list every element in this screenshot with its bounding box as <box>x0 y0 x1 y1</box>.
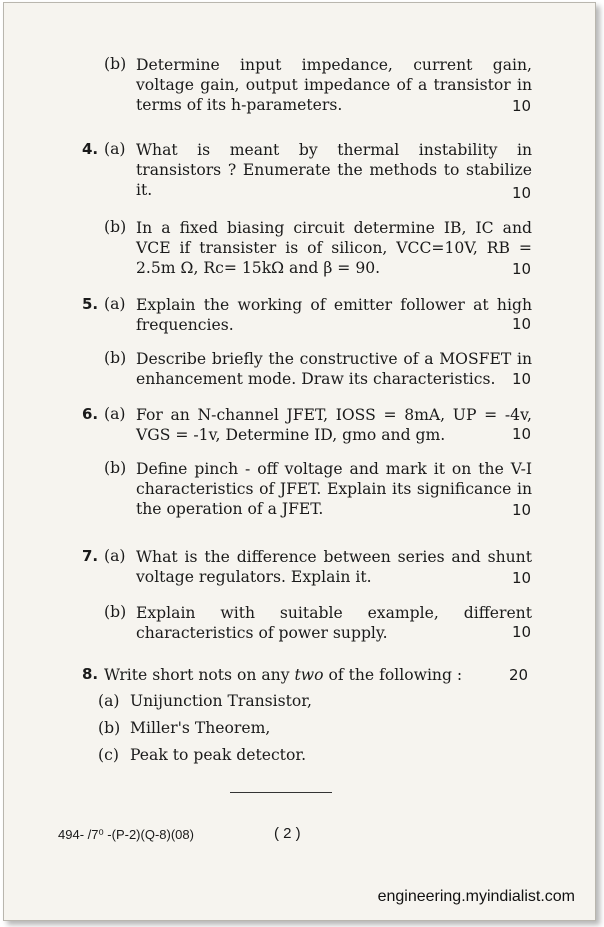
q3b-label: (b) <box>104 55 127 73</box>
q6b-text: Define pinch - off voltage and mark it on the V-I characteristics of JFET. Explain its significance in the operation of a JFET. <box>136 460 532 518</box>
q5b-marks: 10 <box>512 370 532 388</box>
q8-text <box>104 665 484 685</box>
end-rule <box>230 792 332 793</box>
q6a-text: For an N-channel JFET, IOSS = 8mA, UP = -4v, VGS = -1v, Determine ID, gmo and gm. <box>136 406 532 444</box>
q7a-text: What is the difference between series and shunt voltage regulators. Explain it. <box>136 548 532 586</box>
q3b-text: Determine input impedance, current gain, voltage gain, output impedance of a transistor in terms of its h-parameters. <box>136 56 532 114</box>
q7-number: 7. <box>82 547 99 565</box>
q8-option-b-label: (b) <box>98 719 121 737</box>
q6-number: 6. <box>82 405 99 423</box>
q8-text-em: two <box>294 666 324 684</box>
q7a-marks: 10 <box>512 569 532 587</box>
q4-number: 4. <box>82 140 99 158</box>
q5-number: 5. <box>82 295 99 313</box>
q6a-label: (a) <box>104 405 126 423</box>
q4b-label: (b) <box>104 218 127 236</box>
q6a-marks: 10 <box>512 425 532 443</box>
q3b-marks: 10 <box>512 97 532 115</box>
q8-option-c-label: (c) <box>98 746 119 764</box>
q6b-marks: 10 <box>512 501 532 519</box>
exam-page <box>3 2 596 921</box>
q7b-label: (b) <box>104 603 127 621</box>
q7b-text: Explain with suitable example, different characteristics of power supply. <box>136 604 532 642</box>
q4b-text: In a fixed biasing circuit determine IB, IC and VCE if transister is of silicon, VCC=10V, RB = 2.5m Ω, Rc= 15kΩ and β = 90. <box>136 219 532 277</box>
q5b-label: (b) <box>104 349 127 367</box>
q8-option-b-text: Miller's Theorem, <box>130 719 271 737</box>
q7b-marks: 10 <box>512 623 532 641</box>
q4a-text: What is meant by thermal instability in transistors ? Enumerate the methods to stabilize it. <box>136 141 532 199</box>
q8-number: 8. <box>82 665 99 683</box>
q5a-text: Explain the working of emitter follower at high frequencies. <box>136 296 532 334</box>
q8-option-c-text: Peak to peak detector. <box>130 746 307 764</box>
q5a-label: (a) <box>104 295 126 313</box>
q8-option-a-label: (a) <box>98 692 120 710</box>
q8-text-before: Write short nots on any <box>104 666 295 684</box>
q8-option-a-text: Unijunction Transistor, <box>130 692 313 710</box>
q5a-marks: 10 <box>512 315 532 333</box>
q4a-label: (a) <box>104 140 126 158</box>
q6b-label: (b) <box>104 459 127 477</box>
q4b-marks: 10 <box>512 260 532 278</box>
q4a-marks: 10 <box>512 184 532 202</box>
site-watermark: engineering.myindialist.com <box>377 888 575 905</box>
q8-marks: 20 <box>509 666 529 684</box>
q5b-text: Describe briefly the constructive of a MOSFET in enhancement mode. Draw its characteristics. <box>136 350 532 388</box>
paper-code: 494- /7⁰ -(P-2)(Q-8)(08) <box>58 827 194 842</box>
page-number: ( 2 ) <box>274 825 301 842</box>
q7a-label: (a) <box>104 547 126 565</box>
q8-text-after: of the following : <box>323 666 463 684</box>
